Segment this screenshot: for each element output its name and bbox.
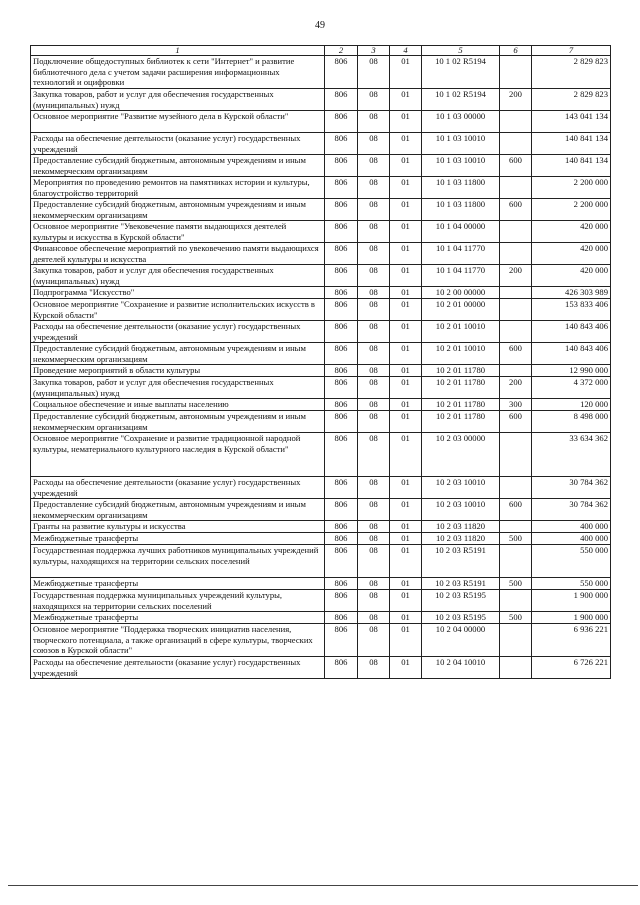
row-name: Финансовое обеспечение мероприятий по увековечению памяти выдающихся деятелей культуры и искусства	[31, 243, 325, 265]
row-expense-type	[500, 287, 532, 299]
row-amount: 140 841 134	[532, 133, 611, 155]
row-section: 08	[358, 533, 390, 545]
row-code: 806	[325, 433, 358, 477]
row-section: 08	[358, 111, 390, 133]
row-expense-type: 200	[500, 377, 532, 399]
row-expense-type: 600	[500, 199, 532, 221]
row-expense-type	[500, 321, 532, 343]
page-number: 49	[315, 20, 325, 31]
row-code: 806	[325, 657, 358, 679]
table-row	[31, 377, 611, 399]
row-subsection: 01	[390, 243, 422, 265]
row-target-article: 10 2 03 R5191	[422, 545, 500, 578]
row-section: 08	[358, 578, 390, 590]
row-code: 806	[325, 199, 358, 221]
row-target-article: 10 1 04 11770	[422, 265, 500, 287]
table-row	[31, 343, 611, 365]
row-expense-type	[500, 177, 532, 199]
row-expense-type: 600	[500, 499, 532, 521]
row-name: Расходы на обеспечение деятельности (оказание услуг) государственных учреждений	[31, 477, 325, 499]
table-row	[31, 411, 611, 433]
table-row	[31, 657, 611, 679]
row-code: 806	[325, 155, 358, 177]
row-name: Закупка товаров, работ и услуг для обеспечения государственных (муниципальных) нужд	[31, 265, 325, 287]
row-target-article: 10 1 03 10010	[422, 133, 500, 155]
row-target-article: 10 1 03 11800	[422, 199, 500, 221]
row-target-article: 10 2 03 11820	[422, 533, 500, 545]
table-row	[31, 287, 611, 299]
row-expense-type: 500	[500, 578, 532, 590]
row-section: 08	[358, 177, 390, 199]
table-row	[31, 590, 611, 612]
row-target-article: 10 2 01 11780	[422, 399, 500, 411]
row-subsection: 01	[390, 545, 422, 578]
row-subsection: 01	[390, 199, 422, 221]
row-target-article: 10 2 03 10010	[422, 477, 500, 499]
row-amount: 400 000	[532, 521, 611, 533]
table-row	[31, 265, 611, 287]
row-target-article: 10 1 03 00000	[422, 111, 500, 133]
table-row	[31, 89, 611, 111]
row-expense-type	[500, 365, 532, 377]
row-amount: 2 829 823	[532, 56, 611, 89]
row-amount: 420 000	[532, 243, 611, 265]
table-row	[31, 177, 611, 199]
row-section: 08	[358, 411, 390, 433]
table-row	[31, 243, 611, 265]
table-row	[31, 612, 611, 624]
row-subsection: 01	[390, 399, 422, 411]
row-section: 08	[358, 265, 390, 287]
budget-table	[30, 45, 611, 679]
row-section: 08	[358, 299, 390, 321]
row-subsection: 01	[390, 321, 422, 343]
row-subsection: 01	[390, 265, 422, 287]
table-row	[31, 578, 611, 590]
row-section: 08	[358, 624, 390, 657]
row-target-article: 10 2 01 10010	[422, 321, 500, 343]
row-expense-type	[500, 299, 532, 321]
row-expense-type: 600	[500, 343, 532, 365]
table-row	[31, 133, 611, 155]
row-section: 08	[358, 155, 390, 177]
row-section: 08	[358, 657, 390, 679]
row-code: 806	[325, 89, 358, 111]
row-amount: 153 833 406	[532, 299, 611, 321]
row-name: Межбюджетные трансферты	[31, 612, 325, 624]
row-section: 08	[358, 287, 390, 299]
row-target-article: 10 1 03 11800	[422, 177, 500, 199]
row-code: 806	[325, 612, 358, 624]
header-col-3: 3	[358, 46, 390, 56]
row-amount: 1 900 000	[532, 590, 611, 612]
row-subsection: 01	[390, 177, 422, 199]
row-subsection: 01	[390, 287, 422, 299]
table-row	[31, 545, 611, 578]
table-row	[31, 433, 611, 477]
header-row	[31, 46, 611, 56]
row-expense-type	[500, 243, 532, 265]
row-name: Предоставление субсидий бюджетным, автономным учреждениям и иным некоммерческим организациям	[31, 155, 325, 177]
row-name: Расходы на обеспечение деятельности (оказание услуг) государственных учреждений	[31, 657, 325, 679]
row-amount: 120 000	[532, 399, 611, 411]
row-section: 08	[358, 433, 390, 477]
row-amount: 12 990 000	[532, 365, 611, 377]
row-amount: 140 843 406	[532, 321, 611, 343]
row-name: Основное мероприятие "Сохранение и развитие исполнительских искусств в Курской области"	[31, 299, 325, 321]
row-subsection: 01	[390, 433, 422, 477]
table-row	[31, 521, 611, 533]
row-code: 806	[325, 521, 358, 533]
row-amount: 140 841 134	[532, 155, 611, 177]
row-subsection: 01	[390, 299, 422, 321]
table-row	[31, 299, 611, 321]
row-subsection: 01	[390, 155, 422, 177]
row-code: 806	[325, 133, 358, 155]
row-subsection: 01	[390, 657, 422, 679]
row-code: 806	[325, 56, 358, 89]
row-target-article: 10 1 04 00000	[422, 221, 500, 243]
row-name: Закупка товаров, работ и услуг для обеспечения государственных (муниципальных) нужд	[31, 377, 325, 399]
row-section: 08	[358, 399, 390, 411]
row-expense-type	[500, 624, 532, 657]
row-target-article: 10 2 01 11780	[422, 377, 500, 399]
row-subsection: 01	[390, 624, 422, 657]
row-section: 08	[358, 221, 390, 243]
row-amount: 33 634 362	[532, 433, 611, 477]
row-amount: 30 784 362	[532, 477, 611, 499]
row-expense-type: 500	[500, 612, 532, 624]
table-row	[31, 111, 611, 133]
row-name: Основное мероприятие "Развитие музейного дела в Курской области"	[31, 111, 325, 133]
table-row	[31, 221, 611, 243]
row-expense-type	[500, 657, 532, 679]
row-expense-type	[500, 590, 532, 612]
header-col-4: 4	[390, 46, 422, 56]
header-col-7: 7	[532, 46, 611, 56]
row-section: 08	[358, 590, 390, 612]
row-section: 08	[358, 343, 390, 365]
row-name: Основное мероприятие "Поддержка творческих инициатив населения, творческого потенциала, а также организаций в сфере культуры, творческих союзов в Курской области"	[31, 624, 325, 657]
row-expense-type	[500, 133, 532, 155]
row-subsection: 01	[390, 612, 422, 624]
row-target-article: 10 2 03 R5191	[422, 578, 500, 590]
row-code: 806	[325, 287, 358, 299]
row-code: 806	[325, 477, 358, 499]
row-subsection: 01	[390, 56, 422, 89]
row-code: 806	[325, 321, 358, 343]
row-code: 806	[325, 299, 358, 321]
row-subsection: 01	[390, 89, 422, 111]
table-body	[31, 56, 611, 679]
row-expense-type	[500, 521, 532, 533]
row-subsection: 01	[390, 221, 422, 243]
table-row	[31, 624, 611, 657]
row-name: Расходы на обеспечение деятельности (оказание услуг) государственных учреждений	[31, 321, 325, 343]
row-name: Межбюджетные трансферты	[31, 533, 325, 545]
row-subsection: 01	[390, 590, 422, 612]
row-amount: 30 784 362	[532, 499, 611, 521]
table-row	[31, 499, 611, 521]
row-name: Государственная поддержка лучших работников муниципальных учреждений культуры, находящихся на территории сельских поселений	[31, 545, 325, 578]
row-amount: 143 041 134	[532, 111, 611, 133]
row-code: 806	[325, 590, 358, 612]
row-code: 806	[325, 365, 358, 377]
row-expense-type	[500, 545, 532, 578]
row-subsection: 01	[390, 533, 422, 545]
row-expense-type: 600	[500, 411, 532, 433]
row-section: 08	[358, 133, 390, 155]
bottom-rule	[8, 885, 638, 886]
header-col-6: 6	[500, 46, 532, 56]
row-section: 08	[358, 477, 390, 499]
table-row	[31, 321, 611, 343]
row-subsection: 01	[390, 411, 422, 433]
row-target-article: 10 2 03 00000	[422, 433, 500, 477]
row-name: Мероприятия по проведению ремонтов на памятниках истории и культуры, благоустройство территорий	[31, 177, 325, 199]
row-name: Подключение общедоступных библиотек к сети "Интернет" и развитие библиотечного дела с учетом задачи расширения информационных технологий и оцифровки	[31, 56, 325, 89]
row-target-article: 10 2 03 10010	[422, 499, 500, 521]
row-expense-type	[500, 221, 532, 243]
row-subsection: 01	[390, 578, 422, 590]
row-target-article: 10 2 01 11780	[422, 365, 500, 377]
table-row	[31, 533, 611, 545]
row-amount: 2 200 000	[532, 199, 611, 221]
row-target-article: 10 1 03 10010	[422, 155, 500, 177]
row-section: 08	[358, 321, 390, 343]
row-target-article: 10 2 01 00000	[422, 299, 500, 321]
header-col-1: 1	[31, 46, 325, 56]
row-name: Основное мероприятие "Увековечение памяти выдающихся деятелей культуры и искусства в Курской области"	[31, 221, 325, 243]
table-row	[31, 477, 611, 499]
row-code: 806	[325, 265, 358, 287]
row-amount: 6 726 221	[532, 657, 611, 679]
row-expense-type: 200	[500, 265, 532, 287]
row-code: 806	[325, 399, 358, 411]
row-amount: 140 843 406	[532, 343, 611, 365]
row-subsection: 01	[390, 477, 422, 499]
row-target-article: 10 1 04 11770	[422, 243, 500, 265]
row-name: Государственная поддержка муниципальных учреждений культуры, находящихся на территории сельских поселений	[31, 590, 325, 612]
row-target-article: 10 1 02 R5194	[422, 56, 500, 89]
row-code: 806	[325, 578, 358, 590]
row-code: 806	[325, 545, 358, 578]
row-expense-type: 300	[500, 399, 532, 411]
row-section: 08	[358, 243, 390, 265]
row-section: 08	[358, 199, 390, 221]
row-code: 806	[325, 533, 358, 545]
row-target-article: 10 2 03 R5195	[422, 590, 500, 612]
row-code: 806	[325, 343, 358, 365]
row-code: 806	[325, 377, 358, 399]
header-col-5: 5	[422, 46, 500, 56]
row-section: 08	[358, 499, 390, 521]
row-amount: 2 829 823	[532, 89, 611, 111]
table-row	[31, 56, 611, 89]
row-name: Закупка товаров, работ и услуг для обеспечения государственных (муниципальных) нужд	[31, 89, 325, 111]
table-row	[31, 399, 611, 411]
row-name: Предоставление субсидий бюджетным, автономным учреждениям и иным некоммерческим организациям	[31, 343, 325, 365]
row-expense-type	[500, 111, 532, 133]
row-amount: 4 372 000	[532, 377, 611, 399]
row-target-article: 10 2 03 R5195	[422, 612, 500, 624]
row-amount: 1 900 000	[532, 612, 611, 624]
row-name: Гранты на развитие культуры и искусства	[31, 521, 325, 533]
row-target-article: 10 1 02 R5194	[422, 89, 500, 111]
row-name: Межбюджетные трансферты	[31, 578, 325, 590]
header-col-2: 2	[325, 46, 358, 56]
row-amount: 8 498 000	[532, 411, 611, 433]
row-target-article: 10 2 01 10010	[422, 343, 500, 365]
row-subsection: 01	[390, 521, 422, 533]
row-name: Предоставление субсидий бюджетным, автономным учреждениям и иным некоммерческим организациям	[31, 411, 325, 433]
row-amount: 550 000	[532, 578, 611, 590]
row-code: 806	[325, 111, 358, 133]
row-code: 806	[325, 243, 358, 265]
row-name: Предоставление субсидий бюджетным, автономным учреждениям и иным некоммерческим организациям	[31, 499, 325, 521]
row-expense-type: 600	[500, 155, 532, 177]
row-amount: 6 936 221	[532, 624, 611, 657]
row-target-article: 10 2 03 11820	[422, 521, 500, 533]
row-name: Подпрограмма "Искусство"	[31, 287, 325, 299]
row-subsection: 01	[390, 133, 422, 155]
row-name: Расходы на обеспечение деятельности (оказание услуг) государственных учреждений	[31, 133, 325, 155]
row-section: 08	[358, 612, 390, 624]
row-name: Проведение мероприятий в области культуры	[31, 365, 325, 377]
row-expense-type	[500, 56, 532, 89]
row-code: 806	[325, 624, 358, 657]
row-subsection: 01	[390, 499, 422, 521]
row-target-article: 10 2 04 10010	[422, 657, 500, 679]
table-row	[31, 155, 611, 177]
row-subsection: 01	[390, 111, 422, 133]
row-section: 08	[358, 545, 390, 578]
table-row	[31, 365, 611, 377]
row-amount: 400 000	[532, 533, 611, 545]
row-section: 08	[358, 521, 390, 533]
row-section: 08	[358, 89, 390, 111]
row-expense-type	[500, 433, 532, 477]
row-name: Основное мероприятие "Сохранение и развитие традиционной народной культуры, нематериального культурного наследия в Курской области"	[31, 433, 325, 477]
row-name: Предоставление субсидий бюджетным, автономным учреждениям и иным некоммерческим организациям	[31, 199, 325, 221]
row-amount: 426 303 989	[532, 287, 611, 299]
row-name: Социальное обеспечение и иные выплаты населению	[31, 399, 325, 411]
row-subsection: 01	[390, 343, 422, 365]
row-code: 806	[325, 221, 358, 243]
row-expense-type: 500	[500, 533, 532, 545]
row-amount: 2 200 000	[532, 177, 611, 199]
row-target-article: 10 2 00 00000	[422, 287, 500, 299]
row-target-article: 10 2 01 11780	[422, 411, 500, 433]
row-expense-type	[500, 477, 532, 499]
row-subsection: 01	[390, 377, 422, 399]
row-section: 08	[358, 377, 390, 399]
table-row	[31, 199, 611, 221]
row-subsection: 01	[390, 365, 422, 377]
row-amount: 420 000	[532, 265, 611, 287]
row-section: 08	[358, 365, 390, 377]
row-section: 08	[358, 56, 390, 89]
row-expense-type: 200	[500, 89, 532, 111]
row-amount: 550 000	[532, 545, 611, 578]
row-code: 806	[325, 177, 358, 199]
row-amount: 420 000	[532, 221, 611, 243]
row-target-article: 10 2 04 00000	[422, 624, 500, 657]
row-code: 806	[325, 499, 358, 521]
row-code: 806	[325, 411, 358, 433]
